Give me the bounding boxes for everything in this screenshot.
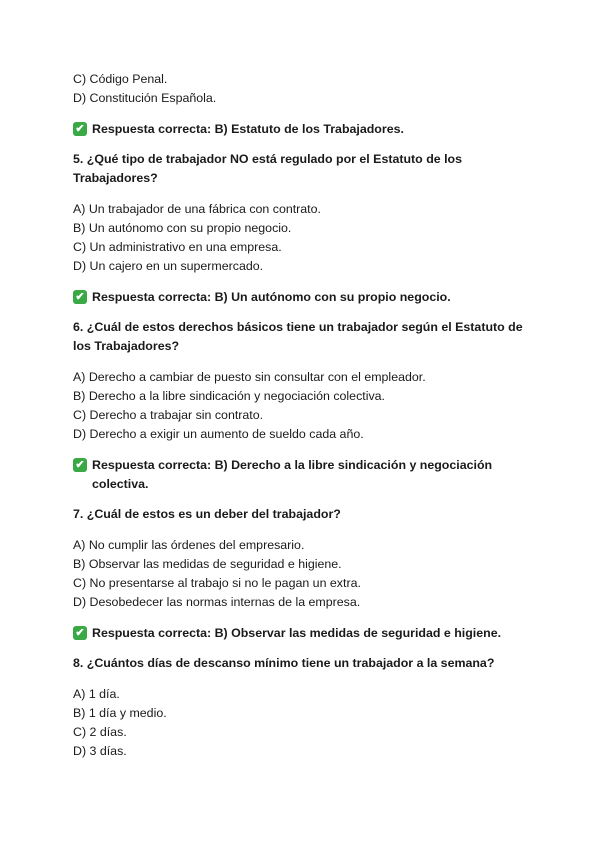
q7-option-d: D) Desobedecer las normas internas de la empresa. <box>73 595 361 609</box>
q8-option-a: A) 1 día. <box>73 687 120 701</box>
q4-answer <box>73 120 540 139</box>
q5-question: 5. ¿Qué tipo de trabajador NO está regulado por el Estatuto de los Trabajadores? <box>73 152 462 185</box>
q5-option-c: C) Un administrativo en una empresa. <box>73 240 282 254</box>
q5-option-b: B) Un autónomo con su propio negocio. <box>73 221 292 235</box>
q5-option-d: D) Un cajero en un supermercado. <box>73 259 264 273</box>
q6-option-b: B) Derecho a la libre sindicación y negociación colectiva. <box>73 389 385 403</box>
q6-answer-text: Respuesta correcta: B) Derecho a la libre sindicación y negociación colectiva. <box>92 458 493 491</box>
q4-option-d: D) Constitución Española. <box>73 91 217 105</box>
check-icon: ✔ <box>73 290 87 304</box>
check-icon: ✔ <box>73 626 87 640</box>
q7-option-b: B) Observar las medidas de seguridad e higiene. <box>73 557 342 571</box>
q5-answer-text: Respuesta correcta: B) Un autónomo con su propio negocio. <box>92 290 451 304</box>
q8-option-c: C) 2 días. <box>73 725 127 739</box>
q8-option-b: B) 1 día y medio. <box>73 706 167 720</box>
check-icon: ✔ <box>73 458 87 472</box>
q6-answer <box>73 456 493 494</box>
q7-question: 7. ¿Cuál de estos es un deber del trabajador? <box>73 507 341 521</box>
q7-answer-text: Respuesta correcta: B) Observar las medidas de seguridad e higiene. <box>92 626 502 640</box>
q7-answer <box>73 624 540 643</box>
q6-option-a: A) Derecho a cambiar de puesto sin consultar con el empleador. <box>73 370 426 384</box>
q6-question: 6. ¿Cuál de estos derechos básicos tiene un trabajador según el Estatuto de los Trabajadores? <box>73 320 523 353</box>
q8-question: 8. ¿Cuántos días de descanso mínimo tiene un trabajador a la semana? <box>73 656 495 670</box>
q7-option-c: C) No presentarse al trabajo si no le pagan un extra. <box>73 576 361 590</box>
q4-option-c: C) Código Penal. <box>73 72 168 86</box>
q8-option-d: D) 3 días. <box>73 744 127 758</box>
q5-option-a: A) Un trabajador de una fábrica con contrato. <box>73 202 321 216</box>
q5-answer <box>73 288 540 307</box>
q6-option-d: D) Derecho a exigir un aumento de sueldo cada año. <box>73 427 364 441</box>
q4-answer-text: Respuesta correcta: B) Estatuto de los Trabajadores. <box>92 122 404 136</box>
check-icon: ✔ <box>73 122 87 136</box>
q7-option-a: A) No cumplir las órdenes del empresario. <box>73 538 305 552</box>
q6-option-c: C) Derecho a trabajar sin contrato. <box>73 408 264 422</box>
